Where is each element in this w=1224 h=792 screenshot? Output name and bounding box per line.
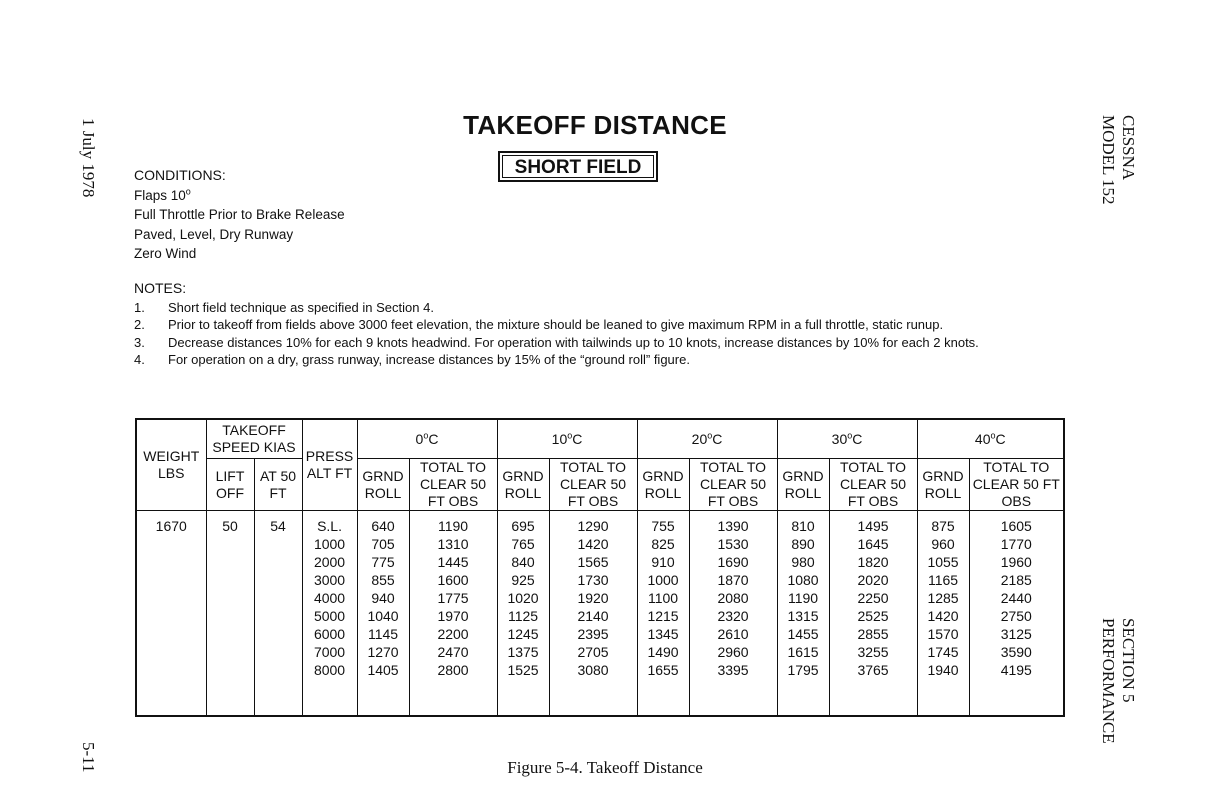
header-grnd-roll: GRND ROLL bbox=[917, 459, 969, 511]
note-item bbox=[134, 351, 1054, 369]
header-temp-10 bbox=[497, 419, 637, 459]
notes-block bbox=[134, 280, 1054, 369]
table-cell-value: 1775 bbox=[437, 590, 469, 606]
table-cell-value: 3255 bbox=[857, 644, 889, 660]
table-cell-value: 1405 bbox=[367, 662, 399, 678]
table-cell-value: 1165 bbox=[927, 572, 959, 588]
temp-unit: C bbox=[572, 430, 583, 447]
header-grnd-roll: GRND ROLL bbox=[637, 459, 689, 511]
table-cell-value: 2185 bbox=[1000, 572, 1032, 588]
margin-page-number: 5-11 bbox=[79, 742, 98, 773]
table-cell-value: 1285 bbox=[927, 590, 959, 606]
table-cell-value: 1100 bbox=[647, 590, 679, 606]
header-press-alt: PRESS ALT FT bbox=[302, 419, 357, 511]
temp-unit: C bbox=[995, 430, 1006, 447]
table-cell-value: 980 bbox=[791, 554, 815, 570]
table-cell-value: 1375 bbox=[507, 644, 539, 660]
degree-sup: o bbox=[423, 429, 429, 440]
table-cell-value: 2610 bbox=[717, 626, 749, 642]
note-number: 3. bbox=[134, 334, 145, 350]
degree-sup: o bbox=[567, 429, 573, 440]
table-cell-value: 1730 bbox=[577, 572, 609, 588]
table-cell-value: 1645 bbox=[857, 536, 889, 552]
table-cell-value: 1690 bbox=[717, 554, 749, 570]
lift-off-cell: 50 bbox=[206, 511, 254, 717]
margin-section-line-2: PERFORMANCE bbox=[1099, 618, 1118, 744]
note-text: Short field technique as specified in Section 4. bbox=[168, 299, 434, 315]
temp-unit: C bbox=[712, 430, 723, 447]
table-cell-value: 1345 bbox=[647, 626, 679, 642]
table-cell-value: 2140 bbox=[577, 608, 609, 624]
table-cell-value: 695 bbox=[511, 518, 535, 534]
table-cell-value: 1770 bbox=[1000, 536, 1032, 552]
table-cell-value: 8000 bbox=[313, 662, 346, 678]
table-cell-value: 1495 bbox=[857, 518, 889, 534]
table-cell-value: 2200 bbox=[437, 626, 469, 642]
temp-value: 40 bbox=[974, 430, 991, 447]
table-cell-value: 6000 bbox=[313, 626, 346, 642]
header-grnd-roll: GRND ROLL bbox=[777, 459, 829, 511]
note-number: 2. bbox=[134, 317, 145, 332]
table-cell-value: S.L. bbox=[317, 518, 342, 534]
table-cell-value: 1525 bbox=[507, 662, 539, 678]
data-row bbox=[136, 511, 1064, 717]
total-column-0c bbox=[409, 511, 497, 717]
table-cell-value: 1145 bbox=[367, 626, 399, 642]
table-cell-value: 1820 bbox=[857, 554, 889, 570]
grnd-roll-column-40c bbox=[917, 511, 969, 717]
header-total-clear: TOTAL TO CLEAR 50 FT OBS bbox=[689, 459, 777, 511]
table-cell-value: 5000 bbox=[313, 608, 346, 624]
header-grnd-roll: GRND ROLL bbox=[497, 459, 549, 511]
table-cell-value: 1970 bbox=[437, 608, 469, 624]
note-text: For operation on a dry, grass runway, increase distances by 15% of the “ground roll” figure. bbox=[168, 352, 690, 367]
table-cell-value: 7000 bbox=[313, 644, 346, 660]
table-cell-value: 960 bbox=[931, 536, 955, 552]
table-cell-value: 940 bbox=[371, 590, 395, 606]
table-cell-value: 1420 bbox=[927, 608, 959, 624]
note-number: 1. bbox=[134, 299, 145, 315]
note-text: Decrease distances 10% for each 9 knots headwind. For operation with tailwinds up to 10 knots, increase distances by 10% for each 2 knots. bbox=[168, 334, 979, 350]
table-cell-value: 855 bbox=[371, 572, 395, 588]
note-item bbox=[134, 316, 1054, 334]
table-cell-value: 3765 bbox=[857, 662, 889, 678]
grnd-roll-column-0c bbox=[357, 511, 409, 717]
table-cell-value: 1420 bbox=[577, 536, 609, 552]
table-cell-value: 1390 bbox=[717, 518, 749, 534]
table-cell-value: 2250 bbox=[857, 590, 889, 606]
note-number: 4. bbox=[134, 352, 145, 367]
condition-item: Full Throttle Prior to Brake Release bbox=[134, 207, 345, 222]
subtitle: SHORT FIELD bbox=[502, 155, 654, 178]
total-column-10c bbox=[549, 511, 637, 717]
table-cell-value: 2440 bbox=[1000, 590, 1032, 606]
header-total-clear: TOTAL TO CLEAR 50 FT OBS bbox=[549, 459, 637, 511]
table-cell-value: 910 bbox=[651, 554, 675, 570]
table-cell-value: 3590 bbox=[1000, 644, 1032, 660]
header-lift-off: LIFT OFF bbox=[206, 459, 254, 511]
table-cell-value: 1960 bbox=[1000, 554, 1032, 570]
margin-date: 1 July 1978 bbox=[79, 118, 98, 198]
conditions-block bbox=[134, 166, 345, 264]
table-cell-value: 1040 bbox=[367, 608, 399, 624]
table-cell-value: 2960 bbox=[717, 644, 749, 660]
table-cell-value: 1190 bbox=[787, 590, 819, 606]
table-cell-value: 640 bbox=[371, 518, 395, 534]
table-cell-value: 925 bbox=[511, 572, 535, 588]
table-cell-value: 765 bbox=[511, 536, 535, 552]
grnd-roll-column-20c bbox=[637, 511, 689, 717]
condition-item: Zero Wind bbox=[134, 246, 197, 261]
table-cell-value: 1530 bbox=[717, 536, 749, 552]
table-cell-value: 1940 bbox=[927, 662, 959, 678]
table-cell-value: 755 bbox=[651, 518, 675, 534]
table-cell-value: 3000 bbox=[313, 572, 346, 588]
table-cell-value: 1745 bbox=[927, 644, 959, 660]
table-cell-value: 890 bbox=[791, 536, 815, 552]
table-cell-value: 840 bbox=[511, 554, 535, 570]
table-cell-value: 1565 bbox=[577, 554, 609, 570]
table-cell-value: 2855 bbox=[857, 626, 889, 642]
table-cell-value: 1490 bbox=[647, 644, 679, 660]
condition-item: Paved, Level, Dry Runway bbox=[134, 226, 294, 242]
table-cell-value: 1055 bbox=[927, 554, 959, 570]
total-column-20c bbox=[689, 511, 777, 717]
header-total-clear: TOTAL TO CLEAR 50 FT OBS bbox=[409, 459, 497, 511]
table-cell-value: 4195 bbox=[1000, 662, 1032, 678]
table-cell-value: 1600 bbox=[437, 572, 469, 588]
condition-flaps-text: Flaps 10 bbox=[134, 187, 186, 203]
degree-sup: o bbox=[707, 429, 713, 440]
table-cell-value: 1605 bbox=[1000, 518, 1032, 534]
temp-value: 10 bbox=[551, 430, 568, 447]
header-total-clear: TOTAL TO CLEAR 50 FT OBS bbox=[969, 459, 1064, 511]
table-cell-value: 1795 bbox=[787, 662, 819, 678]
table-cell-value: 1920 bbox=[577, 590, 609, 606]
margin-model-line-2: MODEL 152 bbox=[1099, 115, 1118, 205]
at-50-cell: 54 bbox=[254, 511, 302, 717]
table-cell-value: 2080 bbox=[717, 590, 749, 606]
table-cell-value: 825 bbox=[651, 536, 675, 552]
header-temp-40 bbox=[917, 419, 1064, 459]
table-cell-value: 3080 bbox=[577, 662, 609, 678]
table-cell-value: 3125 bbox=[1000, 626, 1032, 642]
table-cell-value: 1870 bbox=[717, 572, 749, 588]
header-temp-30 bbox=[777, 419, 917, 459]
conditions-header: CONDITIONS: bbox=[134, 167, 226, 183]
table-cell-value: 2320 bbox=[717, 608, 749, 624]
page-title: TAKEOFF DISTANCE bbox=[463, 110, 727, 140]
table-cell-value: 1445 bbox=[437, 554, 469, 570]
table-cell-value: 2800 bbox=[437, 662, 469, 678]
subtitle-box bbox=[498, 151, 658, 182]
table-cell-value: 1020 bbox=[507, 590, 539, 606]
table-cell-value: 1125 bbox=[507, 608, 539, 624]
grnd-roll-column-30c bbox=[777, 511, 829, 717]
temp-unit: C bbox=[428, 430, 439, 447]
table-cell-value: 2395 bbox=[577, 626, 609, 642]
margin-section-line-1: SECTION 5 bbox=[1119, 618, 1138, 703]
table-cell-value: 2470 bbox=[437, 644, 469, 660]
header-at-50-ft: AT 50 FT bbox=[254, 459, 302, 511]
weight-cell: 1670 bbox=[136, 511, 206, 717]
condition-flaps bbox=[134, 186, 345, 206]
total-column-40c bbox=[969, 511, 1064, 717]
note-item bbox=[134, 299, 1054, 317]
table-cell-value: 1215 bbox=[647, 608, 679, 624]
table-cell-value: 2705 bbox=[577, 644, 609, 660]
note-item bbox=[134, 334, 1054, 352]
header-grnd-roll: GRND ROLL bbox=[357, 459, 409, 511]
header-temp-0 bbox=[357, 419, 497, 459]
header-weight: WEIGHT LBS bbox=[136, 419, 206, 511]
table-cell-value: 1310 bbox=[437, 536, 469, 552]
table-cell-value: 2525 bbox=[857, 608, 889, 624]
note-text: Prior to takeoff from fields above 3000 feet elevation, the mixture should be leaned to give maximum RPM in a full throttle, static runup. bbox=[168, 317, 944, 332]
total-column-30c bbox=[829, 511, 917, 717]
margin-section bbox=[1098, 618, 1138, 744]
margin-model-line-1: CESSNA bbox=[1119, 115, 1138, 181]
temp-value: 30 bbox=[831, 430, 848, 447]
altitude-column bbox=[302, 511, 357, 717]
table-cell-value: 1570 bbox=[927, 626, 959, 642]
degree-sup: o bbox=[847, 429, 853, 440]
table-cell-value: 775 bbox=[371, 554, 395, 570]
degree-sup: o bbox=[185, 186, 191, 196]
table-cell-value: 1290 bbox=[577, 518, 609, 534]
table-cell-value: 1270 bbox=[367, 644, 399, 660]
notes-header: NOTES: bbox=[134, 280, 187, 296]
table-cell-value: 1000 bbox=[647, 572, 679, 588]
table-cell-value: 1455 bbox=[787, 626, 819, 642]
table-cell-value: 2750 bbox=[1000, 608, 1032, 624]
temp-value: 0 bbox=[415, 430, 424, 447]
table-cell-value: 2000 bbox=[313, 554, 346, 570]
table-cell-value: 2020 bbox=[857, 572, 889, 588]
header-takeoff-speed: TAKEOFF SPEED KIAS bbox=[206, 419, 302, 459]
table-cell-value: 1000 bbox=[313, 536, 346, 552]
degree-sup: o bbox=[990, 429, 996, 440]
figure-caption: Figure 5-4. Takeoff Distance bbox=[507, 758, 703, 777]
table-cell-value: 810 bbox=[791, 518, 815, 534]
header-temp-20 bbox=[637, 419, 777, 459]
table-cell-value: 1080 bbox=[787, 572, 819, 588]
temp-unit: C bbox=[852, 430, 863, 447]
takeoff-distance-table bbox=[135, 418, 1065, 717]
table-cell-value: 705 bbox=[371, 536, 395, 552]
temp-value: 20 bbox=[691, 430, 708, 447]
table-cell-value: 3395 bbox=[717, 662, 749, 678]
grnd-roll-column-10c bbox=[497, 511, 549, 717]
table-cell-value: 875 bbox=[931, 518, 955, 534]
table-cell-value: 1190 bbox=[437, 518, 469, 534]
table-cell-value: 4000 bbox=[313, 590, 346, 606]
table-cell-value: 1245 bbox=[507, 626, 539, 642]
table-cell-value: 1315 bbox=[787, 608, 819, 624]
table-cell-value: 1615 bbox=[787, 644, 819, 660]
table-cell-value: 1655 bbox=[647, 662, 679, 678]
header-total-clear: TOTAL TO CLEAR 50 FT OBS bbox=[829, 459, 917, 511]
